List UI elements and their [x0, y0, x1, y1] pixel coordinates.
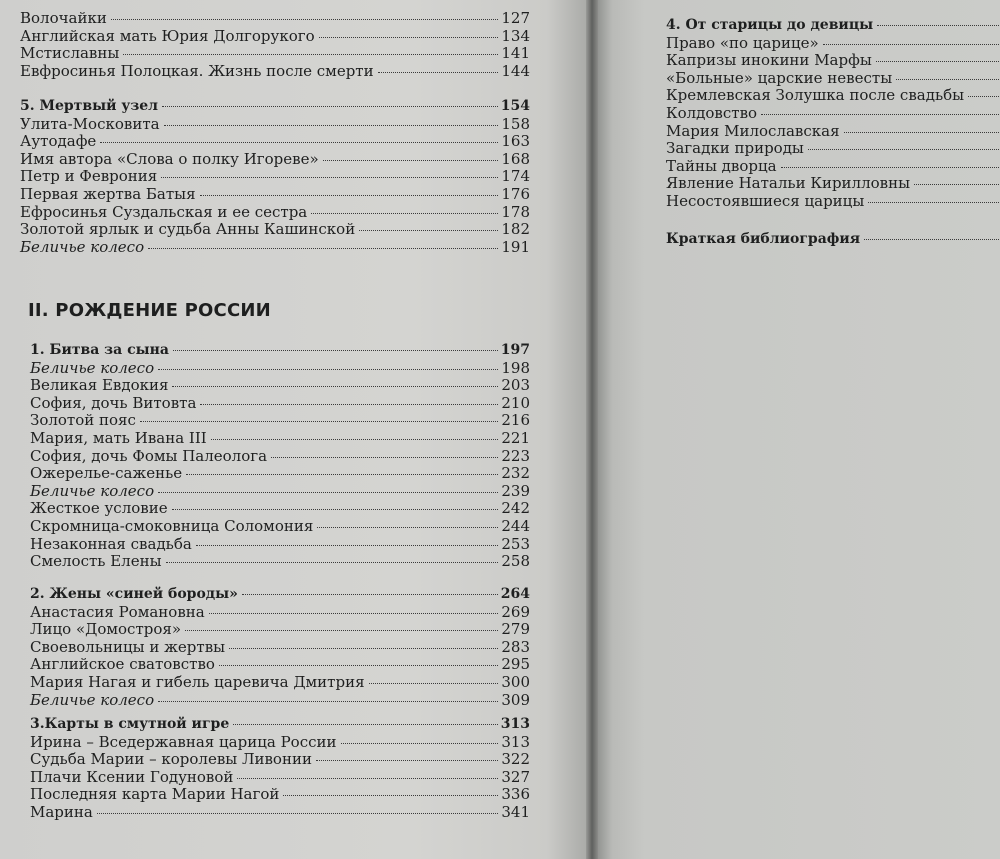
toc-page-number: 242 — [501, 499, 530, 518]
toc-page-number: 264 — [500, 586, 530, 602]
toc-entry-title: Смелость Елены — [30, 552, 162, 571]
toc-dot-leader — [148, 248, 498, 249]
toc-entry — [30, 655, 530, 673]
toc-page-number: 163 — [501, 132, 530, 151]
toc-page-number: 178 — [501, 202, 530, 221]
toc-entry — [30, 785, 530, 803]
toc-page-number: 239 — [501, 481, 530, 500]
book-gutter — [586, 0, 598, 859]
toc-dot-leader — [164, 125, 499, 126]
toc-entry-title: Великая Евдокия — [30, 376, 169, 395]
toc-chapter-heading — [20, 97, 530, 115]
toc-dot-leader — [140, 421, 498, 422]
toc-page-number: 176 — [501, 185, 530, 203]
toc-dot-leader — [233, 724, 498, 725]
toc-entry — [20, 220, 530, 238]
toc-page-number: 197 — [500, 342, 530, 358]
toc-entry-title: Колдовство — [666, 104, 758, 122]
toc-entry-title: Загадки природы — [666, 139, 804, 158]
toc-page-number: 336 — [501, 785, 530, 804]
toc-entry-title: Первая жертва Батыя — [20, 185, 196, 203]
toc-chapter-heading — [30, 585, 530, 603]
toc-page-number: 216 — [501, 411, 530, 430]
toc-entry-title: Последняя карта Марии Нагой — [30, 785, 280, 804]
toc-entry — [20, 27, 530, 45]
toc-dot-leader — [378, 72, 499, 73]
toc-dot-leader — [242, 594, 498, 595]
toc-dot-leader — [166, 562, 499, 563]
toc-dot-leader — [864, 239, 1000, 240]
toc-entry-title: Лицо «Домостроя» — [30, 620, 182, 639]
toc-entry-title: 2. Жены «синей бороды» — [30, 586, 238, 602]
toc-page-number: 134 — [501, 26, 530, 45]
toc-entry — [30, 750, 530, 768]
toc-page-number: 168 — [501, 149, 530, 168]
toc-page-number: 341 — [501, 803, 530, 821]
toc-entry — [30, 429, 530, 447]
toc-entry-title: Явление Натальи Кирилловны — [666, 174, 911, 193]
toc-entry-title: София, дочь Витовта — [30, 393, 197, 412]
toc-dot-leader — [359, 230, 498, 231]
toc-page-number: 244 — [501, 517, 530, 535]
toc-entry-title: Английская мать Юрия Долгорукого — [20, 26, 315, 45]
toc-entry-title: Евфросинья Полоцкая. Жизнь после смерти — [20, 61, 374, 80]
toc-entry-title: Мстиславны — [20, 44, 120, 63]
toc-page-number: 300 — [501, 673, 530, 691]
toc-entry-title: Кремлевская Золушка после свадьбы — [666, 86, 965, 105]
toc-page-number: 141 — [501, 44, 530, 63]
toc-dot-leader — [219, 665, 498, 666]
toc-entry — [20, 132, 530, 150]
toc-dot-leader — [876, 61, 1000, 62]
toc-entry — [666, 192, 1000, 210]
toc-entry-title: Имя автора «Слова о полку Игореве» — [20, 149, 319, 168]
toc-entry — [20, 9, 530, 27]
toc-entry — [30, 411, 530, 429]
toc-page-number: 253 — [501, 534, 530, 553]
toc-chapter-heading — [666, 16, 1000, 34]
toc-entry-title: Беличье колесо — [20, 237, 145, 256]
toc-entry — [20, 238, 530, 256]
toc-entry-title: Незаконная свадьба — [30, 534, 192, 553]
toc-entry-title: Марина — [30, 803, 93, 821]
toc-page-number: 182 — [501, 220, 530, 239]
toc-entry — [20, 44, 530, 62]
toc-dot-leader — [319, 37, 499, 38]
toc-entry — [666, 104, 1000, 122]
toc-entry — [666, 139, 1000, 157]
toc-entry-title: Улита-Московита — [20, 114, 160, 133]
toc-dot-leader — [369, 683, 499, 684]
toc-dot-leader — [211, 439, 499, 440]
toc-entry — [20, 203, 530, 221]
toc-entry — [30, 447, 530, 465]
toc-page-number: 127 — [501, 9, 530, 27]
toc-dot-leader — [761, 114, 1000, 115]
toc-entry-title: Скромница-смоковница Соломония — [30, 517, 314, 535]
toc-entry-title: Своевольницы и жертвы — [30, 637, 226, 656]
toc-entry-title: Судьба Марии – королевы Ливонии — [30, 750, 312, 769]
toc-dot-leader — [172, 509, 499, 510]
toc-entry — [666, 157, 1000, 175]
part-title: II. РОЖДЕНИЕ РОССИИ — [28, 300, 271, 321]
toc-entry-title: Беличье колесо — [30, 358, 155, 377]
toc-entry-title: Золотой ярлык и судьба Анны Кашинской — [20, 220, 356, 239]
toc-page-number: 158 — [501, 114, 530, 133]
toc-chapter-heading — [666, 230, 1000, 248]
toc-page-number: 322 — [501, 750, 530, 769]
toc-dot-leader — [316, 760, 498, 761]
toc-entry — [30, 620, 530, 638]
toc-dot-leader — [968, 96, 1000, 97]
toc-entry-title: Краткая библиография — [666, 231, 861, 247]
toc-dot-leader — [868, 202, 1000, 203]
toc-entry-title: «Больные» царские невесты — [666, 68, 893, 87]
toc-entry — [30, 359, 530, 377]
toc-entry — [20, 150, 530, 168]
toc-page-number: 279 — [501, 620, 530, 639]
toc-dot-leader — [323, 160, 499, 161]
toc-dot-leader — [877, 25, 1000, 26]
toc-dot-leader — [200, 195, 499, 196]
toc-dot-leader — [341, 743, 499, 744]
toc-entry — [30, 803, 530, 821]
toc-entry-title: Волочайки — [20, 9, 107, 27]
toc-page-number: 309 — [501, 690, 530, 709]
toc-entry — [666, 34, 1000, 52]
toc-entry-title: Несостоявшиеся царицы — [666, 192, 865, 210]
toc-page-number: 269 — [501, 602, 530, 621]
toc-dot-leader — [229, 648, 498, 649]
toc-dot-leader — [271, 457, 498, 458]
toc-entry — [30, 376, 530, 394]
toc-entry — [30, 603, 530, 621]
toc-page-number: 210 — [501, 393, 530, 412]
toc-dot-leader — [317, 527, 498, 528]
toc-entry-title: Ожерелье-саженье — [30, 464, 183, 483]
toc-page-number: 191 — [501, 237, 530, 256]
toc-entry-title: Петр и Феврония — [20, 167, 158, 186]
toc-page-number: 198 — [501, 358, 530, 377]
toc-entry — [30, 535, 530, 553]
toc-entry — [30, 673, 530, 691]
toc-entry-title: Право «по царице» — [666, 33, 819, 52]
toc-entry — [30, 517, 530, 535]
toc-page-number: 327 — [501, 767, 530, 786]
toc-page-number: 203 — [501, 376, 530, 395]
toc-entry — [20, 115, 530, 133]
toc-chapter-heading — [30, 715, 530, 733]
toc-entry — [666, 86, 1000, 104]
toc-entry — [666, 122, 1000, 140]
toc-entry — [30, 768, 530, 786]
toc-page-number: 144 — [501, 61, 530, 80]
toc-page-number: 283 — [501, 637, 530, 656]
toc-dot-leader — [97, 813, 499, 814]
toc-entry — [30, 733, 530, 751]
toc-entry-title: 5. Мертвый узел — [20, 98, 159, 114]
toc-page-number: 313 — [501, 732, 530, 751]
toc-dot-leader — [914, 184, 1000, 185]
toc-entry — [30, 552, 530, 570]
toc-entry — [666, 51, 1000, 69]
toc-dot-leader — [123, 54, 498, 55]
toc-entry — [30, 482, 530, 500]
toc-entry — [20, 185, 530, 203]
toc-dot-leader — [283, 795, 498, 796]
toc-entry — [30, 394, 530, 412]
toc-entry-title: 4. От старицы до девицы — [666, 17, 874, 33]
toc-dot-leader — [823, 44, 1000, 45]
toc-entry — [30, 499, 530, 517]
toc-entry-title: Капризы инокини Марфы — [666, 51, 872, 70]
toc-dot-leader — [808, 149, 1000, 150]
toc-page-number: 154 — [500, 98, 530, 114]
toc-entry-title: 1. Битва за сына — [30, 342, 169, 358]
toc-page-number: 258 — [501, 552, 530, 571]
toc-entry — [30, 691, 530, 709]
toc-dot-leader — [162, 106, 498, 107]
toc-entry — [666, 174, 1000, 192]
toc-dot-leader — [111, 19, 499, 20]
toc-entry-title: Анастасия Романовна — [30, 602, 205, 621]
toc-page-number: 221 — [501, 429, 530, 447]
toc-entry — [20, 62, 530, 80]
toc-entry-title: Жесткое условие — [30, 499, 168, 518]
toc-entry-title: Плачи Ксении Годуновой — [30, 767, 234, 786]
toc-dot-leader — [158, 492, 498, 493]
toc-entry-title: Мария Нагая и гибель царевича Дмитрия — [30, 673, 365, 691]
toc-dot-leader — [844, 132, 1000, 133]
toc-dot-leader — [173, 350, 498, 351]
toc-entry — [30, 464, 530, 482]
toc-entry-title: Тайны дворца — [666, 156, 777, 175]
toc-dot-leader — [158, 369, 498, 370]
toc-dot-leader — [185, 630, 498, 631]
toc-page-number: 313 — [500, 716, 530, 732]
toc-entry-title: Английское сватовство — [30, 655, 215, 674]
toc-entry — [30, 638, 530, 656]
toc-entry-title: 3.Карты в смутной игре — [30, 716, 230, 732]
toc-chapter-heading — [30, 341, 530, 359]
toc-dot-leader — [196, 545, 499, 546]
toc-page-number: 174 — [501, 167, 530, 186]
toc-dot-leader — [237, 778, 498, 779]
toc-entry-title: Беличье колесо — [30, 690, 155, 709]
toc-entry — [20, 167, 530, 185]
toc-entry — [666, 69, 1000, 87]
toc-dot-leader — [161, 177, 498, 178]
toc-dot-leader — [311, 213, 498, 214]
toc-entry-title: Ирина – Вседержавная царица России — [30, 732, 337, 751]
toc-entry-title: Золотой пояс — [30, 411, 136, 430]
toc-dot-leader — [200, 404, 498, 405]
toc-dot-leader — [100, 142, 498, 143]
toc-entry-title: Мария, мать Ивана III — [30, 429, 207, 447]
toc-entry-title: Мария Милославская — [666, 121, 840, 140]
toc-page-number: 295 — [501, 655, 530, 674]
toc-entry-title: Аутодафе — [20, 132, 97, 151]
toc-entry-title: Ефросинья Суздальская и ее сестра — [20, 202, 308, 221]
toc-dot-leader — [209, 613, 499, 614]
toc-dot-leader — [781, 167, 1000, 168]
toc-page-number: 223 — [501, 446, 530, 465]
toc-dot-leader — [186, 474, 498, 475]
toc-dot-leader — [896, 79, 1000, 80]
toc-entry-title: София, дочь Фомы Палеолога — [30, 446, 268, 465]
toc-entry-title: Беличье колесо — [30, 481, 155, 500]
toc-dot-leader — [158, 701, 498, 702]
toc-page-number: 232 — [501, 464, 530, 483]
toc-dot-leader — [172, 386, 498, 387]
